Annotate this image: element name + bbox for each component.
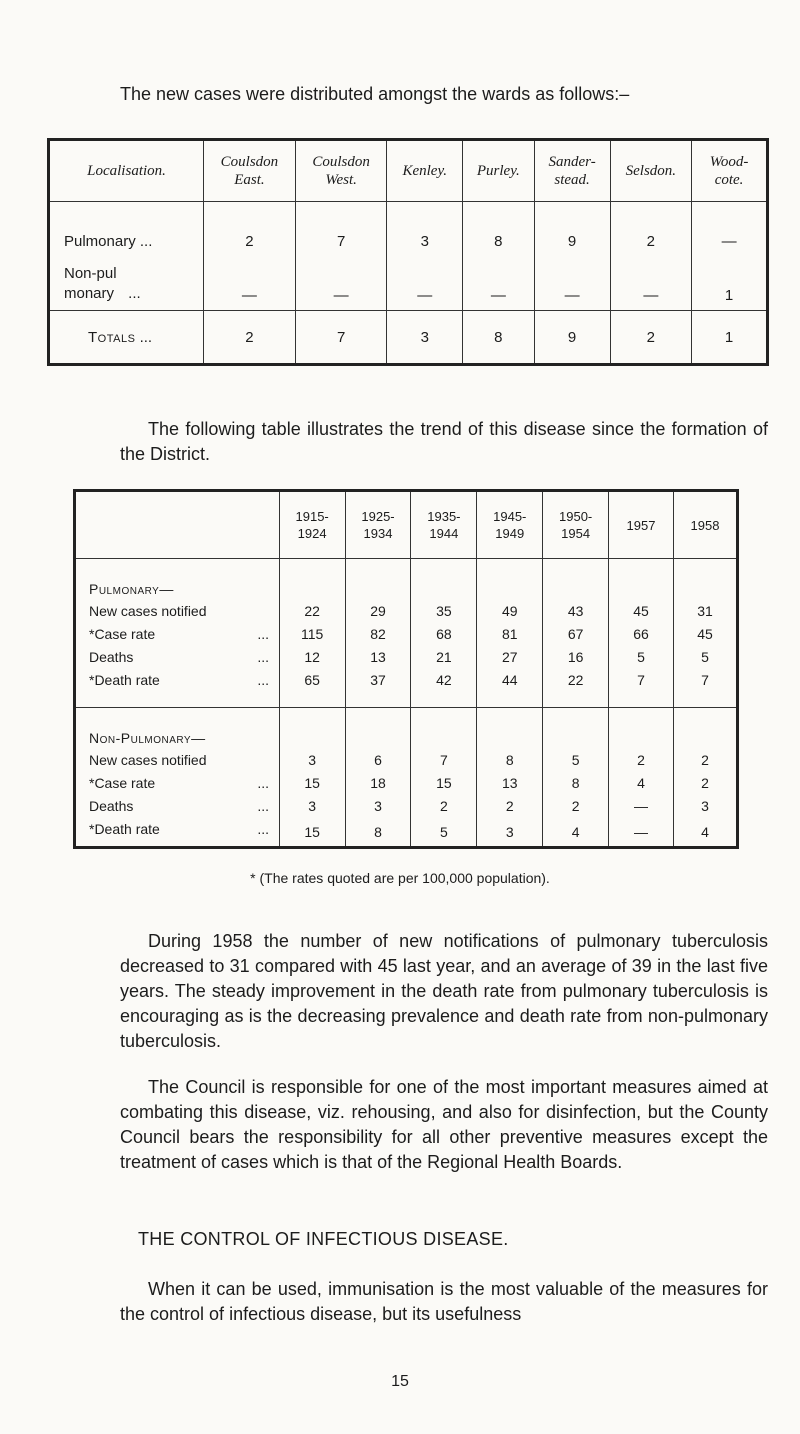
table-row xyxy=(75,622,738,645)
cell: 3 xyxy=(387,202,463,253)
cell: 16 xyxy=(543,645,609,668)
cell: 2 xyxy=(543,794,609,817)
page-number: 15 xyxy=(391,1373,409,1390)
header-cell: Coulsdon East. xyxy=(204,140,296,202)
cell: 68 xyxy=(411,622,477,645)
cell: 31 xyxy=(697,602,713,619)
cell: — xyxy=(609,794,674,817)
cell: 35 xyxy=(411,599,477,622)
header-cell: Sander-stead. xyxy=(534,140,610,202)
cell: 42 xyxy=(411,668,477,708)
cell: 21 xyxy=(411,645,477,668)
cell: 8 xyxy=(463,311,535,365)
cell: 7 xyxy=(411,748,477,771)
cell: 2 xyxy=(610,202,692,253)
header-cell: 1925-1934 xyxy=(345,491,411,559)
header-cell: 1915-1924 xyxy=(279,491,345,559)
cell: 22 xyxy=(543,668,609,708)
cell: 1 xyxy=(724,287,734,304)
table-row xyxy=(75,748,738,771)
cell: 22 xyxy=(279,599,345,622)
cell: 2 xyxy=(609,748,674,771)
cell: 8 xyxy=(543,771,609,794)
trend-table xyxy=(73,489,739,849)
table-row xyxy=(75,668,738,708)
row-label: *Death rate ... xyxy=(75,817,280,848)
cell: 18 xyxy=(345,771,411,794)
row-label: Deaths ... xyxy=(75,645,280,668)
cell: 8 xyxy=(345,817,411,848)
section-heading: THE CONTROL OF INFECTIOUS DISEASE. xyxy=(138,1229,509,1249)
cell: 2 xyxy=(204,311,296,365)
cell: 13 xyxy=(345,645,411,668)
header-cell: 1958 xyxy=(673,491,737,559)
header-cell: Kenley. xyxy=(387,140,463,202)
header-cell: 1945-1949 xyxy=(477,491,543,559)
cell: 3 xyxy=(345,794,411,817)
cell: 49 xyxy=(477,599,543,622)
cell: 8 xyxy=(463,202,535,253)
cell: 9 xyxy=(534,311,610,365)
cell: 7 xyxy=(295,202,387,253)
header-cell: Localisation. xyxy=(49,140,204,202)
cell: 15 xyxy=(411,771,477,794)
totals-row xyxy=(49,311,768,365)
cell: 115 xyxy=(279,622,345,645)
cell: 82 xyxy=(345,622,411,645)
row-label: Totals ... xyxy=(49,311,204,365)
cell: 2 xyxy=(701,751,709,768)
header-cell: 1935-1944 xyxy=(411,491,477,559)
table-row xyxy=(75,771,738,794)
table-row xyxy=(75,794,738,817)
table-row xyxy=(49,202,768,253)
cell: — xyxy=(610,252,692,311)
row-label: New cases notified xyxy=(75,748,280,771)
row-label: *Death rate ... xyxy=(75,668,280,708)
header-cell: Coulsdon West. xyxy=(295,140,387,202)
cell: 12 xyxy=(279,645,345,668)
intro-text: The new cases were distributed amongst the wards as follows:– xyxy=(120,84,630,104)
cell: 3 xyxy=(279,748,345,771)
cell: 5 xyxy=(543,748,609,771)
cell: 7 xyxy=(609,668,674,708)
cell: 43 xyxy=(543,599,609,622)
trend-header-row xyxy=(75,491,738,559)
cell: 2 xyxy=(701,774,709,791)
cell: 3 xyxy=(477,817,543,848)
cell: 5 xyxy=(411,817,477,848)
cell: 15 xyxy=(279,817,345,848)
cell: 5 xyxy=(609,645,674,668)
row-label: New cases notified xyxy=(75,599,280,622)
cell: 7 xyxy=(701,671,709,688)
table-row xyxy=(49,252,768,311)
cell: — xyxy=(295,252,387,311)
table-row xyxy=(75,599,738,622)
row-label: Non-pulmonary ... xyxy=(49,252,204,311)
cell: 81 xyxy=(477,622,543,645)
ward-table-header-row xyxy=(49,140,768,202)
cell: 29 xyxy=(345,599,411,622)
section-heading-pulmonary: Pulmonary— xyxy=(75,559,280,600)
cell: 45 xyxy=(697,625,713,642)
cell: — xyxy=(204,252,296,311)
header-cell: Wood-cote. xyxy=(692,140,768,202)
cell: 2 xyxy=(204,202,296,253)
cell: 2 xyxy=(477,794,543,817)
cell: 65 xyxy=(279,668,345,708)
cell: — xyxy=(463,252,535,311)
row-label: Deaths ... xyxy=(75,794,280,817)
header-cell: 1950-1954 xyxy=(543,491,609,559)
row-label: *Case rate ... xyxy=(75,622,280,645)
cell: 1 xyxy=(692,311,768,365)
cell: 67 xyxy=(543,622,609,645)
cell: 2 xyxy=(411,794,477,817)
cell: 3 xyxy=(701,797,709,814)
paragraph-notifications: During 1958 the number of new notifications of pulmonary tuberculosis decreased to 31 compared with 45 last year, and an average of 39 in the last five years. The steady improvement in the death rate from pulmonary tuberculosis is encouraging as is the decreasing prevalence and death rate from non-pulmonary tuberculosis. xyxy=(120,931,768,1051)
cell: 3 xyxy=(279,794,345,817)
paragraph-council: The Council is responsible for one of the most important measures aimed at combating this disease, viz. rehousing, and also for disinfection, but the County Council bears the responsibility for all other preventive measures except the treatment of cases which is that of the Regional Health Boards. xyxy=(120,1077,768,1172)
ward-distribution-table xyxy=(47,138,769,366)
cell: 3 xyxy=(387,311,463,365)
footnote: * (The rates quoted are per 100,000 population). xyxy=(250,870,550,886)
cell: 5 xyxy=(701,648,709,665)
header-cell xyxy=(75,491,280,559)
header-cell: Purley. xyxy=(463,140,535,202)
header-cell: Selsdon. xyxy=(610,140,692,202)
section-heading-row xyxy=(75,708,738,749)
header-cell: 1957 xyxy=(609,491,674,559)
cell: 37 xyxy=(345,668,411,708)
cell: 2 xyxy=(610,311,692,365)
row-label: *Case rate ... xyxy=(75,771,280,794)
cell: — xyxy=(534,252,610,311)
cell: 6 xyxy=(345,748,411,771)
cell: 13 xyxy=(477,771,543,794)
cell: 8 xyxy=(477,748,543,771)
cell: 4 xyxy=(609,771,674,794)
trend-intro: The following table illustrates the trend of this disease since the formation of the District. xyxy=(120,419,768,464)
cell: 15 xyxy=(279,771,345,794)
table-row xyxy=(75,817,738,848)
cell: 45 xyxy=(609,599,674,622)
cell: 4 xyxy=(543,817,609,848)
cell: 9 xyxy=(534,202,610,253)
cell: — xyxy=(387,252,463,311)
cell: 66 xyxy=(609,622,674,645)
cell: 44 xyxy=(477,668,543,708)
table-row xyxy=(75,645,738,668)
paragraph-immunisation: When it can be used, immunisation is the most valuable of the measures for the control of infectious disease, but its usefulness xyxy=(120,1279,768,1324)
cell: 4 xyxy=(701,823,709,840)
cell: — xyxy=(609,817,674,848)
cell: — xyxy=(721,232,737,250)
section-heading-nonpulmonary: Non-Pulmonary— xyxy=(75,708,280,749)
cell: 27 xyxy=(477,645,543,668)
row-label: Pulmonary ... xyxy=(49,202,204,253)
section-heading-row xyxy=(75,559,738,600)
cell: 7 xyxy=(295,311,387,365)
